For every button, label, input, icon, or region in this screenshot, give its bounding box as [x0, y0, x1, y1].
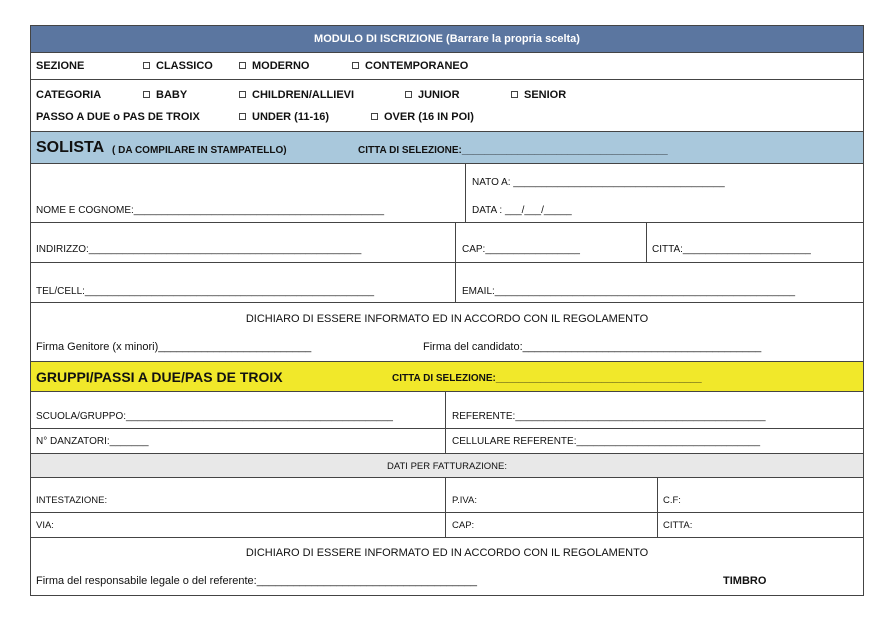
solista-citta-selezione[interactable]: CITTA DI SELEZIONE:_____________________________________	[358, 145, 668, 156]
passo-option-over[interactable]: OVER (16 IN POI)	[371, 111, 474, 123]
passo-label: PASSO A DUE o PAS DE TROIX	[36, 111, 200, 123]
cf-field[interactable]: C.F:	[663, 495, 681, 506]
fatturazione-header	[31, 454, 863, 478]
gruppi-citta-selezione[interactable]: CITTA DI SELEZIONE:_____________________________________	[392, 373, 702, 384]
gruppi-danzatori-row	[31, 429, 863, 454]
divider	[455, 223, 456, 262]
gruppi-title: GRUPPI/PASSI A DUE/PAS DE TROIX	[36, 369, 283, 385]
fatturazione-cap-field[interactable]: CAP:	[452, 520, 475, 531]
solista-dichiarazione: DICHIARO DI ESSERE INFORMATO ED IN ACCORDO CON IL REGOLAMENTO	[245, 313, 649, 325]
passo-option-under[interactable]: UNDER (11-16)	[239, 111, 329, 123]
gruppi-scuola-row	[31, 392, 863, 429]
cellulare-referente-field[interactable]: CELLULARE REFERENTE:_________________________________	[452, 436, 761, 447]
sezione-option-classico[interactable]: CLASSICO	[143, 60, 213, 72]
checkbox-icon	[239, 113, 246, 120]
checkbox-icon	[371, 113, 378, 120]
sezione-option-moderno[interactable]: MODERNO	[239, 60, 309, 72]
solista-contatti-row	[31, 263, 863, 303]
footer-dichiarazione: DICHIARO DI ESSERE INFORMATO ED IN ACCORDO CON IL REGOLAMENTO	[245, 547, 649, 559]
citta-field[interactable]: CITTA:_______________________	[652, 244, 811, 255]
cap-field[interactable]: CAP:_________________	[462, 244, 580, 255]
checkbox-icon	[143, 91, 150, 98]
categoria-option-children[interactable]: CHILDREN/ALLIEVI	[239, 89, 354, 101]
solista-nome-row	[31, 164, 863, 223]
fatturazione-citta-field[interactable]: CITTA:	[663, 520, 693, 531]
form-title: MODULO DI ISCRIZIONE (Barrare la propria scelta)	[314, 33, 580, 45]
categoria-row	[31, 80, 863, 132]
categoria-label: CATEGORIA	[36, 89, 102, 101]
firma-genitore-field[interactable]: Firma Genitore (x minori)_________________________	[36, 341, 312, 353]
fatturazione-intestazione-row	[31, 478, 863, 513]
nome-cognome-field[interactable]: NOME E COGNOME:_____________________________________________	[36, 205, 385, 216]
data-field[interactable]: DATA : ___/___/_____	[472, 205, 572, 216]
gruppi-header	[31, 362, 863, 392]
divider	[657, 478, 658, 512]
solista-subtitle: ( DA COMPILARE IN STAMPATELLO)	[112, 145, 287, 156]
fatturazione-indirizzo-row	[31, 513, 863, 538]
nato-a-field[interactable]: NATO A: ______________________________________	[472, 177, 725, 188]
referente-field[interactable]: REFERENTE:_____________________________________________	[452, 411, 766, 422]
piva-field[interactable]: P.IVA:	[452, 495, 477, 506]
sezione-option-contemporaneo[interactable]: CONTEMPORANEO	[352, 60, 468, 72]
divider	[465, 164, 466, 222]
categoria-option-baby[interactable]: BABY	[143, 89, 187, 101]
solista-firma-row	[31, 303, 863, 362]
via-field[interactable]: VIA:	[36, 520, 54, 531]
danzatori-field[interactable]: N° DANZATORI:_______	[36, 436, 149, 447]
categoria-option-junior[interactable]: JUNIOR	[405, 89, 460, 101]
firma-responsabile-field[interactable]: Firma del responsabile legale o del referente:____________________________________	[36, 575, 477, 587]
scuola-gruppo-field[interactable]: SCUOLA/GRUPPO:________________________________________________	[36, 411, 393, 422]
indirizzo-field[interactable]: INDIRIZZO:_________________________________________________	[36, 244, 362, 255]
fatturazione-title: DATI PER FATTURAZIONE:	[387, 461, 507, 472]
divider	[445, 392, 446, 428]
footer-row	[31, 538, 863, 595]
firma-candidato-field[interactable]: Firma del candidato:_______________________________________	[423, 341, 762, 353]
checkbox-icon	[239, 91, 246, 98]
solista-header	[31, 132, 863, 164]
sezione-label: SEZIONE	[36, 60, 85, 72]
checkbox-icon	[239, 62, 246, 69]
divider	[445, 429, 446, 453]
checkbox-icon	[352, 62, 359, 69]
email-field[interactable]: EMAIL:______________________________________________________	[462, 286, 796, 297]
divider	[646, 223, 647, 262]
divider	[455, 263, 456, 302]
sezione-row	[31, 53, 863, 80]
checkbox-icon	[511, 91, 518, 98]
checkbox-icon	[405, 91, 412, 98]
registration-form	[30, 25, 864, 596]
intestazione-field[interactable]: INTESTAZIONE:	[36, 495, 108, 506]
timbro-label: TIMBRO	[723, 575, 767, 587]
divider	[445, 513, 446, 537]
solista-indirizzo-row	[31, 223, 863, 263]
categoria-option-senior[interactable]: SENIOR	[511, 89, 566, 101]
form-header	[31, 26, 863, 53]
tel-cell-field[interactable]: TEL/CELL:____________________________________________________	[36, 286, 375, 297]
solista-title: SOLISTA	[36, 139, 105, 156]
divider	[445, 478, 446, 512]
checkbox-icon	[143, 62, 150, 69]
divider	[657, 513, 658, 537]
